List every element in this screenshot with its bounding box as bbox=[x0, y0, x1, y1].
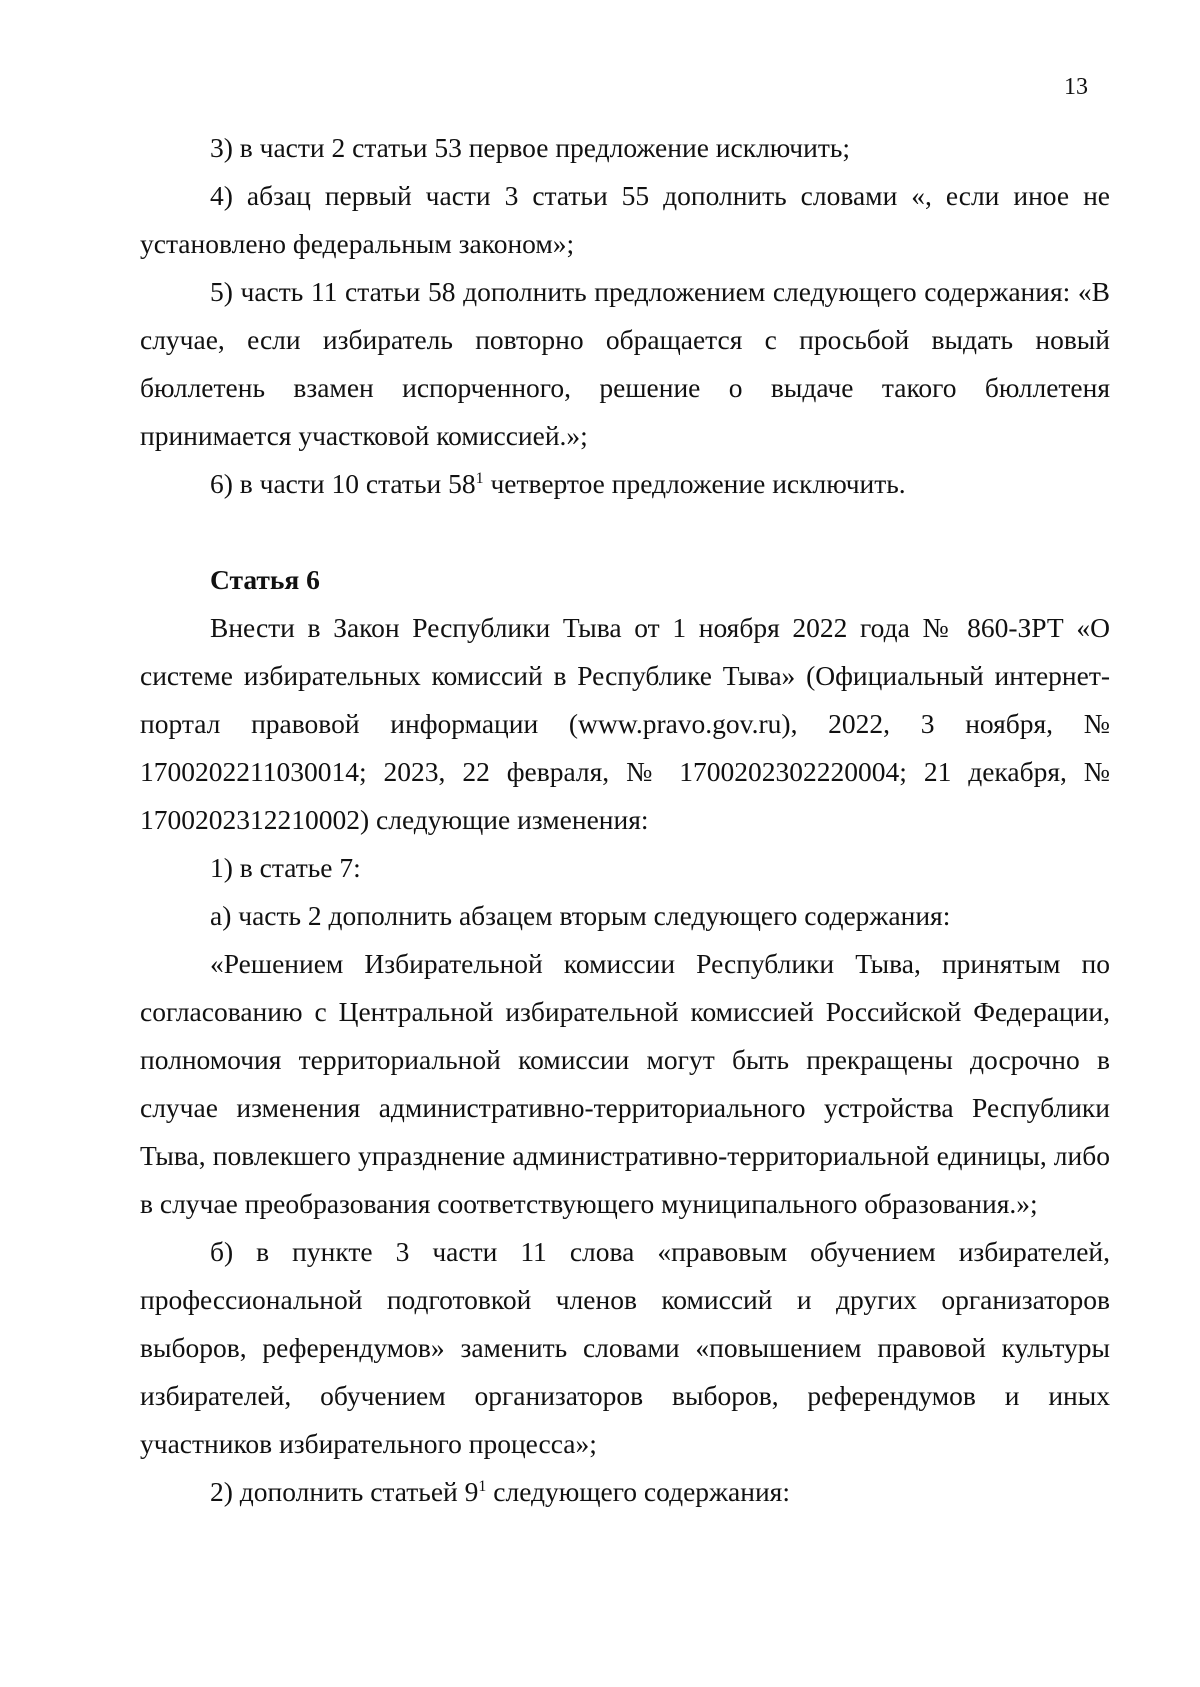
paragraph-item-6 bbox=[140, 460, 1110, 508]
paragraph-subitem-b: б) в пункте 3 части 11 слова «правовым обучением избирателей, профессиональной подготовкой членов комиссий и других организаторов выборов, референдумов» заменить словами «повышением правовой культуры избирателей, обучением организаторов выборов, референдумов и иных участников избирательного процесса»; bbox=[140, 1236, 1110, 1459]
paragraph-intro: Внести в Закон Республики Тыва от 1 ноября 2022 года № 860-ЗРТ «О системе избирательных комиссий в Республике Тыва» (Официальный интернет-портал правовой информации (www.pravo.gov.ru), 2022, 3 ноября, № 1700202211030014; 2023, 22 февраля, № 1700202302220004; 21 декабря, № 1700202312210002) следующие изменения: bbox=[140, 612, 1110, 835]
superscript: 1 bbox=[475, 469, 484, 487]
paragraph-subitem-a: а) часть 2 дополнить абзацем вторым следующего содержания: bbox=[210, 900, 951, 931]
paragraph-item-2 bbox=[140, 1468, 1110, 1516]
section-gap bbox=[140, 508, 1110, 556]
article-heading: Статья 6 bbox=[210, 564, 320, 595]
superscript: 1 bbox=[478, 1477, 487, 1495]
paragraph-item-5: 5) часть 11 статьи 58 дополнить предложением следующего содержания: «В случае, если избиратель повторно обращается с просьбой выдать новый бюллетень взамен испорченного, решение о выдаче такого бюллетеня принимается участковой комиссией.»; bbox=[140, 276, 1110, 451]
paragraph-text: следующего содержания: bbox=[486, 1476, 790, 1507]
paragraph-text: 2) дополнить статьей 9 bbox=[210, 1476, 479, 1507]
paragraph-text: четвертое предложение исключить. bbox=[483, 468, 906, 499]
paragraph-item-1: 1) в статье 7: bbox=[210, 852, 361, 883]
page-number: 13 bbox=[1064, 74, 1088, 100]
document-body bbox=[140, 124, 1110, 1516]
paragraph-text: 6) в части 10 статьи 58 bbox=[210, 468, 476, 499]
paragraph-quote: «Решением Избирательной комиссии Республики Тыва, принятым по согласованию с Центральной избирательной комиссией Российской Федерации, полномочия территориальной комиссии могут быть прекращены досрочно в случае изменения административно-территориального устройства Республики Тыва, повлекшего упразднение административно-территориальной единицы, либо в случае преобразования соответствующего муниципального образования.»; bbox=[140, 948, 1110, 1219]
paragraph-item-3: 3) в части 2 статьи 53 первое предложение исключить; bbox=[210, 132, 851, 163]
paragraph-item-4: 4) абзац первый части 3 статьи 55 дополнить словами «, если иное не установлено федеральным законом»; bbox=[140, 180, 1110, 259]
